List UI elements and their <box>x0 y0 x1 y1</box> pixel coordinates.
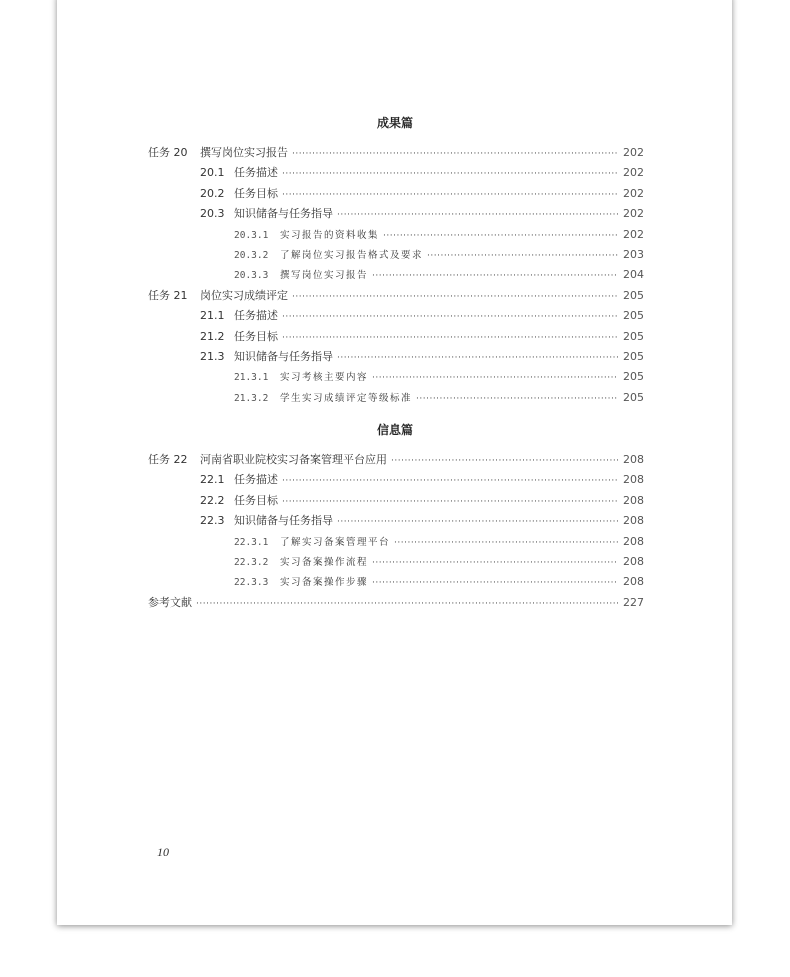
entry-page: 208 <box>623 453 644 466</box>
entry-title: 任务描述 <box>234 166 278 180</box>
dot-leader <box>372 575 618 591</box>
toc-entry[interactable] <box>148 574 644 590</box>
entry-number: 21.2 <box>200 329 225 343</box>
entry-title: 学生实习成绩评定等级标准 <box>280 392 413 404</box>
entry-number: 21.3.1 <box>234 372 269 384</box>
entry-title: 了解岗位实习报告格式及要求 <box>280 250 424 261</box>
entry-title: 知识储备与任务指导 <box>234 514 333 528</box>
toc-entry[interactable] <box>148 206 644 222</box>
entry-page: 202 <box>623 166 644 180</box>
entry-page: 205 <box>623 288 644 302</box>
toc-entry[interactable] <box>148 145 644 161</box>
dot-leader <box>337 350 618 366</box>
dot-leader <box>282 187 618 203</box>
dot-leader <box>394 535 618 551</box>
entry-title: 岗位实习成绩评定 <box>200 288 288 302</box>
entry-title: 任务目标 <box>234 493 278 507</box>
entry-title: 实习备案操作步骤 <box>280 577 369 589</box>
toc-entry[interactable] <box>148 493 644 509</box>
entry-number: 21.3 <box>200 350 225 363</box>
toc-entry[interactable] <box>148 165 644 181</box>
dot-leader <box>383 228 618 244</box>
entry-title: 任务描述 <box>234 473 278 487</box>
toc-entry[interactable] <box>148 186 644 202</box>
toc-entry[interactable] <box>148 267 644 283</box>
toc-entry[interactable] <box>148 534 644 550</box>
entry-page: 202 <box>623 207 644 221</box>
entry-number: 22.2 <box>200 493 225 507</box>
dot-leader <box>292 289 618 305</box>
entry-page: 205 <box>623 309 644 323</box>
entry-title: 撰写岗位实习报告 <box>280 270 369 282</box>
entry-page: 205 <box>623 329 644 343</box>
entry-page: 208 <box>623 555 644 568</box>
toc-entry[interactable] <box>148 452 644 468</box>
entry-number: 22.1 <box>200 473 225 487</box>
dot-leader <box>416 391 618 407</box>
entry-page: 203 <box>623 248 644 261</box>
entry-title: 实习备案操作流程 <box>280 557 369 568</box>
entry-number: 任务 20 <box>148 146 188 159</box>
entry-title: 实习考核主要内容 <box>280 372 369 384</box>
entry-page: 208 <box>623 473 644 487</box>
entry-number: 22.3.2 <box>234 557 269 568</box>
dot-leader <box>282 473 618 489</box>
entry-page: 208 <box>623 534 644 548</box>
entry-number: 21.1 <box>200 309 225 323</box>
entry-number: 20.3.1 <box>234 229 269 241</box>
toc-entry[interactable] <box>148 329 644 345</box>
entry-page: 227 <box>623 595 644 609</box>
entry-title: 了解实习备案管理平台 <box>280 536 391 548</box>
entry-page: 202 <box>623 146 644 159</box>
entry-title: 任务目标 <box>234 186 278 200</box>
entry-number: 22.3.1 <box>234 536 269 548</box>
dot-leader <box>292 146 618 162</box>
toc-entry[interactable] <box>148 595 644 611</box>
toc-entry[interactable] <box>148 247 644 263</box>
dot-leader <box>337 514 618 530</box>
dot-leader <box>372 370 618 386</box>
section-heading: 成果篇 <box>376 116 413 130</box>
entry-number: 21.3.2 <box>234 392 269 404</box>
entry-number: 20.3.3 <box>234 270 269 282</box>
dot-leader <box>282 494 618 510</box>
entry-page: 205 <box>623 390 644 404</box>
entry-number: 22.3 <box>200 514 225 528</box>
entry-title: 参考文献 <box>148 595 192 609</box>
entry-number: 20.3.2 <box>234 250 269 261</box>
entry-title: 实习报告的资料收集 <box>280 229 380 241</box>
entry-page: 204 <box>623 268 644 282</box>
entry-title: 任务描述 <box>234 309 278 323</box>
dot-leader <box>372 268 618 284</box>
toc-entry[interactable] <box>148 390 644 406</box>
entry-page: 208 <box>623 514 644 528</box>
entry-page: 208 <box>623 575 644 589</box>
dot-leader <box>372 555 618 571</box>
entry-number: 20.2 <box>200 186 225 200</box>
toc-entry[interactable] <box>148 308 644 324</box>
entry-number: 任务 22 <box>148 453 188 466</box>
dot-leader <box>391 453 618 469</box>
toc-entry[interactable] <box>148 349 644 365</box>
toc-entry[interactable] <box>148 369 644 385</box>
toc-entry[interactable] <box>148 227 644 243</box>
entry-title: 知识储备与任务指导 <box>234 207 333 221</box>
toc-entry[interactable] <box>148 288 644 304</box>
dot-leader <box>337 207 618 223</box>
section-heading: 信息篇 <box>376 423 413 437</box>
entry-title: 知识储备与任务指导 <box>234 350 333 363</box>
dot-leader <box>282 330 618 346</box>
dot-leader <box>196 596 618 612</box>
page-number: 10 <box>157 845 169 859</box>
entry-title: 河南省职业院校实习备案管理平台应用 <box>200 453 387 466</box>
entry-page: 205 <box>623 370 644 384</box>
toc-entry[interactable] <box>148 554 644 570</box>
entry-number: 22.3.3 <box>234 577 269 589</box>
dot-leader <box>282 309 618 325</box>
entry-page: 205 <box>623 350 644 363</box>
entry-title: 撰写岗位实习报告 <box>200 146 288 159</box>
entry-number: 任务 21 <box>148 288 188 302</box>
dot-leader <box>427 248 618 264</box>
entry-number: 20.3 <box>200 207 225 221</box>
entry-page: 202 <box>623 227 644 241</box>
entry-page: 202 <box>623 186 644 200</box>
entry-page: 208 <box>623 493 644 507</box>
dot-leader <box>282 166 618 182</box>
entry-number: 20.1 <box>200 166 225 180</box>
toc-entry[interactable] <box>148 513 644 529</box>
toc-entry[interactable] <box>148 472 644 488</box>
entry-title: 任务目标 <box>234 329 278 343</box>
